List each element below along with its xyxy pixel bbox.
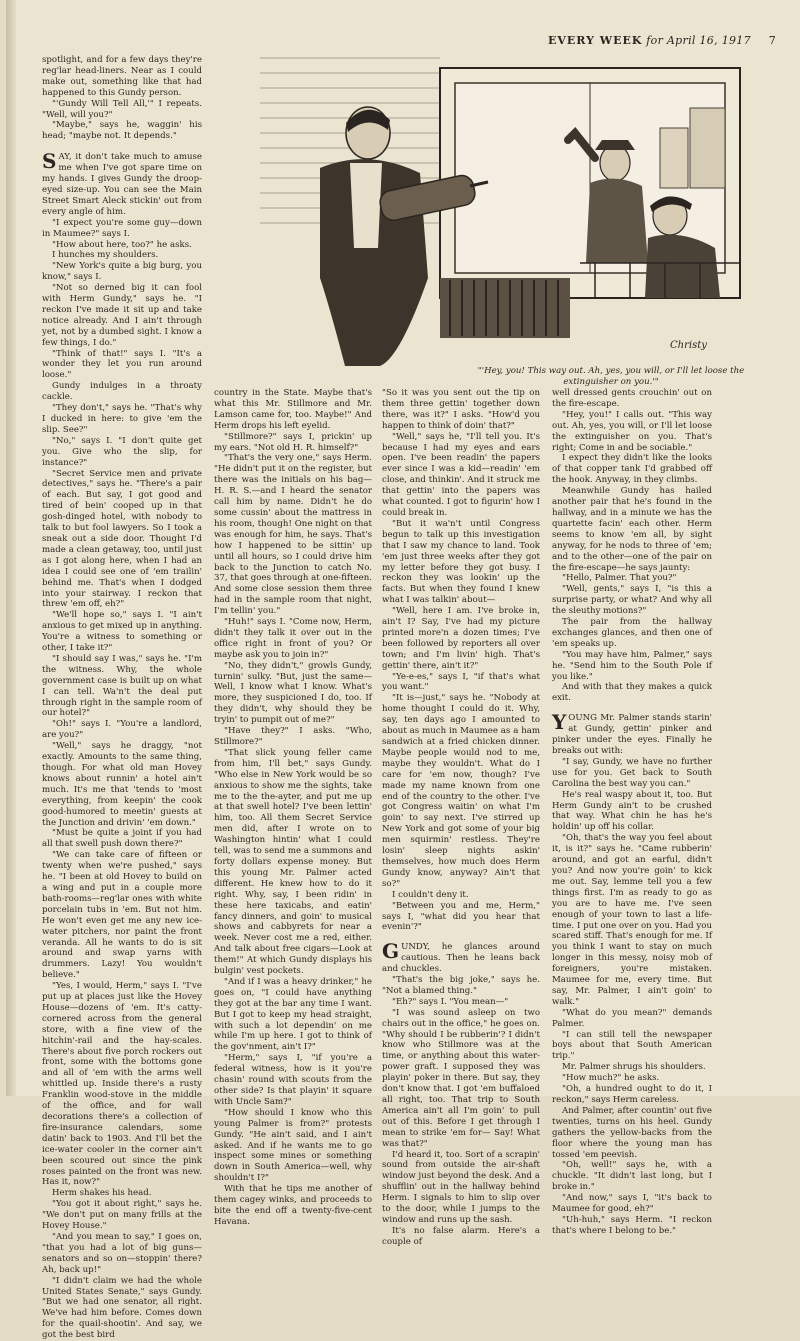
paragraph: I'd heard it, too. Sort of a scrapin' sound from outside the air-shaft window just beyond the desk. And a shufflin' out in the hallway behind Herm. I signals to him to slip over to the door, while I jumps to the window and runs up the sash. — [382, 1149, 540, 1225]
paragraph: Mr. Palmer shrugs his shoulders. — [562, 1062, 706, 1073]
paragraph: "I can still tell the newspaper boys about that South American trip." — [552, 1029, 712, 1062]
paragraph: "I expect you're some guy—down in Maumee?" says I. — [42, 217, 202, 239]
paragraph: "Uh-huh," says Herm. "I reckon that's where I belong to be." — [552, 1214, 712, 1236]
paragraph: "But it wa'n't until Congress begun to talk up this investigation that I saw my chance to land. Took 'em just three weeks after they got my letter before they got busy. I reckon they was lookin' up the facts. But when they found I knew what I was talkin' about— — [382, 518, 540, 606]
paragraph: "You got it about right," says he. "We don't put on many frills at the Hovey House." — [42, 1199, 202, 1232]
paragraph: Herm shakes his head. — [52, 1188, 152, 1199]
paragraph: spotlight, and for a few days they're reg'lar head-liners. Near as I could make out, something like that had happened to this Gundy person. — [42, 55, 202, 98]
paragraph: "And now," says I, "it's back to Maumee for good, eh?" — [552, 1193, 712, 1215]
page-spine — [6, 0, 16, 1096]
text-column-3 — [382, 388, 540, 1247]
paragraph: I expect they didn't like the looks of that copper tank I'd grabbed off the hook. Anyway, in they climbs. — [552, 453, 712, 486]
paragraph: "How much?" he asks. — [562, 1073, 660, 1084]
paragraph: "New York's quite a big burg, you know," says I. — [42, 261, 202, 283]
paragraph: "I was sound asleep on two chairs out in the office," he goes on. "Why should I be rubberin'? I didn't know who Stillmore was at the time, or anything about this water-power graft. I supposed they was playin' poker in there. But say, they don't know that. I got 'em buffaloed all right, too. That trip to South America ain't all I'm goin' to pull out of this. Before I get through I mean to strike 'em for— Say! What was that?" — [382, 1007, 540, 1149]
paragraph: "That's the big joke," says he. "Not a blamed thing." — [382, 975, 540, 996]
paragraph: "Well," says he, "I'll tell you. It's because I had my eyes and ears open. I've been readin' the papers ever since I was a kid—readin' 'em close, and thinkin'. And it struck me that gettin' into the papers was what counted. I got to figurin' how I could break in. — [382, 431, 540, 518]
paragraph: "Herm," says I, "if you're a federal witness, how is it you're chasin' round with scouts from the other side? Is that playin' it square with Uncle Sam?" — [214, 1053, 372, 1107]
paragraph: "Eh?" says I. "You mean—" — [392, 996, 509, 1007]
section-opening-paragraph: GUNDY, he glances around cautious. Then he leans back and chuckles. — [382, 939, 540, 975]
paragraph: It's no false alarm. Here's a couple of — [382, 1225, 540, 1247]
paragraph: country in the State. Maybe that's what this Mr. Stillmore and Mr. Lamson came for, too. Maybe!" And Herm drops his left eyelid. — [214, 388, 372, 431]
paragraph: "They don't," says he. "That's why I ducked in here: to give 'em the slip. See?" — [42, 403, 202, 435]
paragraph: "Well, here I am. I've broke in, ain't I? Say, I've had my picture printed more'n a dozen times; I've been followed by reporters all over town; and I'm livin' high. That's gettin' there, ain't it?" — [382, 606, 540, 671]
paragraph: "Stillmore?" says I, prickin' up my ears. "Not old H. R. himself?" — [214, 431, 372, 453]
paragraph: Gundy indulges in a throaty cackle. — [42, 381, 202, 403]
paragraph: "We'll hope so," says I. "I ain't anxious to get mixed up in anything. You're a witness to something or other, I take it?" — [42, 610, 202, 654]
paragraph: Meanwhile Gundy has hailed another pair that he's found in the hallway, and in a minute we has the quartette facin' each other. Herm seems to know 'em all, by sight anyway, for he nods to three of 'em; and to the other—one of the pair on the fire-escape—he says jaunty: — [552, 486, 712, 573]
paragraph: "Oh, well!" says he, with a chuckle. "It didn't last long, but I broke in." — [552, 1160, 712, 1193]
paragraph: I couldn't deny it. — [392, 889, 469, 900]
paragraph: "Ye-e-es," says I, "if that's what you want." — [382, 671, 540, 693]
paragraph: "And if I was a heavy drinker," he goes on, "I could have anything they got at the bar any time I want. But I got to keep my head straight, with such a lot dependin' on me while I'm up here. I got to think of the gov'nment, ain't I?" — [214, 976, 372, 1053]
paragraph: "And you mean to say," I goes on, "that you had a lot of big guns—senators and so on—stoppin' there? Ah, back up!" — [42, 1231, 202, 1275]
paragraph: "So it was you sent out the tip on them three gettin' together down there, was it?" I asks. "How'd you happen to think of doin' that?" — [382, 388, 540, 431]
paragraph: "Oh, a hundred ought to do it, I reckon," says Herm careless. — [552, 1084, 712, 1105]
paragraph: "Have they?" I asks. "Who, Stillmore?" — [214, 726, 372, 747]
running-head — [526, 34, 776, 47]
paragraph: "We can take care of fifteen or twenty when we're pushed," says he. "I been at old Hovey to build on a wing and put in a couple more bath-rooms—reg'lar ones with white porcelain tubs in 'em. But not him. He won't even get me any new ice-water pitchers, nor paint the front veranda. All he wants to do is sit around and swap yarns with drummers. Lazy! You wouldn't believe." — [42, 850, 202, 981]
paragraph: I hunches my shoulders. — [52, 250, 159, 261]
publication-name: EVERY WEEK — [548, 34, 643, 47]
paragraph: "How should I know who this young Palmer is from?" protests Gundy. "He ain't said, and I ain't asked. And if he wants me to go inspect some mines or something down in South America—well, why shouldn't I?" — [214, 1107, 372, 1184]
paragraph: "No," says I. "I don't quite get you. Give who the slip, for instance?" — [42, 435, 202, 468]
paragraph: "Maybe," says he, waggin' his head; "maybe not. It depends." — [42, 120, 202, 142]
paragraph: "Hey, you!" I calls out. "This way out. Ah, yes, you will, or I'll let loose the extinguisher on you. That's right; Come in and be sociable." — [552, 409, 712, 453]
page-number: 7 — [768, 34, 776, 47]
story-illustration — [250, 48, 750, 366]
section-opening-paragraph: SAY, it don't take much to amuse me when I've got spare time on my hands. I gives Gundy the droop-eyed size-up. You can see the Main Street Smart Aleck stickin' out from every angle of him. — [42, 149, 202, 217]
paragraph: "I say, Gundy, we have no further use for you. Get back to South Carolina the best way you can." — [552, 756, 712, 789]
paragraph: "Must be quite a joint if you had all that swell push down there?" — [42, 828, 202, 850]
paragraph: The pair from the hallway exchanges glances, and then one of 'em speaks up. — [552, 617, 712, 649]
illustration-caption: "'Hey, you! This way out. Ah, yes, you will, or I'll let loose the extinguisher on you.'" — [477, 366, 745, 387]
paragraph: "Oh, that's the way you feel about it, is it?" says he. "Came rubberin' around, and got an earful, didn't you? And now you're goin' to kick me out. Say, lemme tell you a few things first. I'm as ready to go as you are to have me. I've seen enough of your town to last a life-time. I put one over on you. Had you scared stiff. That's enough for me. If you think I want to stay on much longer in this messy, noisy mob of foreigners, you're mistaken. Maumee for me, every time. But say, Mr. Palmer, I ain't goin' to walk." — [552, 833, 712, 1007]
section-opening-paragraph: YOUNG Mr. Palmer stands starin' at Gundy, gettin' pinker and pinker under the eyes. Finally he breaks out with: — [552, 710, 712, 756]
paragraph: "How about here, too?" he asks. — [52, 239, 192, 250]
paragraph: "Hello, Palmer. That you?" — [562, 573, 677, 584]
text-column-2 — [214, 388, 372, 1227]
magazine-page — [6, 0, 800, 1341]
paragraph: "'Gundy Will Tell All,'" I repeats. "Well, will you?" — [42, 98, 202, 120]
paragraph: "No, they didn't," growls Gundy, turnin' sulky. "But, just the same— Well, I know what I know. What's more, they suspicioned I do, too. If they didn't, why should they be tryin' to pumpit out of me?" — [214, 660, 372, 726]
paragraph: "Not so derned big it can fool with Herm Gundy," says he. "I reckon I've made it sit up and take notice already. And I ain't through yet, not by a dumbed sight. I know a few things, I do." — [42, 283, 202, 348]
paragraph: And Palmer, after countin' out five twenties, turns on his heel. Gundy gathers the yellow-backs from the floor where the young man has tossed 'em peevish. — [552, 1105, 712, 1160]
paragraph: "I should say I was," says he. "I'm the witness. Why, the whole government case is built up on what I can tell. Wa'n't the deal put through right in the sample room of our hotel?" — [42, 653, 202, 719]
paragraph: "Secret Service men and private detectives," says he. "There's a pair of each. But say, I got good and tired of bein' cooped up in that gosh-dinged hotel, with nobody to talk to but fool lawyers. So I took a sneak out a side door. Thought I'd made a clean getaway, too, until just as I got along here, when I had an idea I could see one of 'em trailin' behind me. That's when I dodged into your stairway. I reckon that threw 'em off, eh?" — [42, 468, 202, 610]
issue-date: for April 16, 1917 — [646, 34, 751, 47]
paragraph: "Yes, I would, Herm," says I. "I've put up at places just like the Hovey House—dozens of 'em. It's catty-cornered across from the general store, with a fine view of the hitchin'-rail and the hay-scales. There's about five porch rockers out front, some with the bottoms gone and all of 'em with the arms well whittled up. Inside there's a rusty Franklin wood-stove in the middle of the office, and for wall decorations there's a collection of fire-insurance calendars, some datin' back to 1903. And I'll bet the ice-water cooler in the corner ain't been scoured out since the pink roses painted on the front was new. Has it, now?" — [42, 981, 202, 1188]
paragraph: "That slick young feller came from him, I'll bet," says Gundy. "Who else in New York would be so anxious to show me the sights, take me to the the-ayter, and put me up at that swell hotel? I've been lettin' him, too. All them Secret Service men did, after I wrote on to Washington hintin' what I could tell, was to send me a summons and forty dollars expense money. But this young Mr. Palmer acted different. He knew how to do it right. Why, say, I been ridin' in these here taxicabs, and eatin' fancy dinners, and goin' to musical shows and cabbyrets for near a week. Never cost me a red, either. And talk about free cigars—Look at them!" At which Gundy displays his bulgin' vest pockets. — [214, 747, 372, 977]
paragraph: "What do you mean?" demands Palmer. — [552, 1007, 712, 1029]
paragraph: "Huh!" says I. "Come now, Herm, didn't they talk it over out in the office right in front of you? Or maybe ask you to join in?" — [214, 617, 372, 660]
paragraph: And with that they makes a quick exit. — [552, 682, 712, 704]
paragraph: With that he tips me another of them cagey winks, and proceeds to bite the end off a twenty-five-cent Havana. — [214, 1184, 372, 1227]
drop-cap: S — [42, 149, 57, 174]
paragraph: "Between you and me, Herm," says I, "what did you hear that evenin'?" — [382, 900, 540, 933]
drop-cap: Y — [552, 710, 567, 735]
text-column-4 — [552, 388, 712, 1236]
paragraph: "Well, gents," says I, "is this a surprise party, or what? And why all the sleuthy motions?" — [552, 584, 712, 617]
drop-cap: G — [382, 939, 400, 964]
paragraph: "You may have him, Palmer," says he. "Send him to the South Pole if you like." — [552, 649, 712, 682]
paragraph: He's real waspy about it, too. But Herm Gundy ain't to be crushed that way. What chin he has he's holdin' up off his collar. — [552, 789, 712, 833]
paragraph: well dressed gents crouchin' out on the fire-escape. — [552, 388, 712, 409]
paragraph: "I didn't claim we had the whole United States Senate," says Gundy. "But we had one senator, all right. We've had him before. Comes down for the quail-shootin'. And say, we got the best bird — [42, 1275, 202, 1341]
paragraph: "Oh!" says I. "You're a landlord, are you?" — [42, 719, 202, 741]
paragraph: "Think of that!" says I. "It's a wonder they let you run around loose." — [42, 348, 202, 381]
text-column-1 — [42, 55, 202, 1341]
paragraph: "It is—just," says he. "Nobody at home thought I could do it. Why, say, ten days ago I amounted to about as much in Maumee as a ham sandwich at a fried chicken dinner. Maybe people would nod to me, maybe they wouldn't. What do I care for 'em now, though? I've made my name known from one end of the country to the other. I've got Congress waitin' on what I'm goin' to say next. I've stirred up New York and got some of your big men squirmin' restless. They're losin' sleep nights askin' themselves, how much does Herm Gundy know, anyway? Ain't that so?" — [382, 693, 540, 889]
paragraph: "Well," says he draggy, "not exactly. Amounts to the same thing, though. For what old man Hovey knows about runnin' a hotel ain't much. It's me that 'tends to 'most everything, from keepin' the cook good-humored to meetin' guests at the Junction and drivin' 'em down." — [42, 741, 202, 828]
paragraph: "That's the very one," says Herm. "He didn't put it on the register, but there was the initials on his bag—H. R. S.—and I heard the senator call him by name. Didn't he do some cussin' about the mattress in his room, though! One night on that was enough for him, he says. That's how I happened to be sittin' up until all hours, so I could drive him back to the Junction to catch No. 37, that goes through at one-fifteen. And some close session them three had in the sample room that night, I'm tellin' you." — [214, 453, 372, 617]
artist-signature: Christy — [670, 340, 707, 351]
